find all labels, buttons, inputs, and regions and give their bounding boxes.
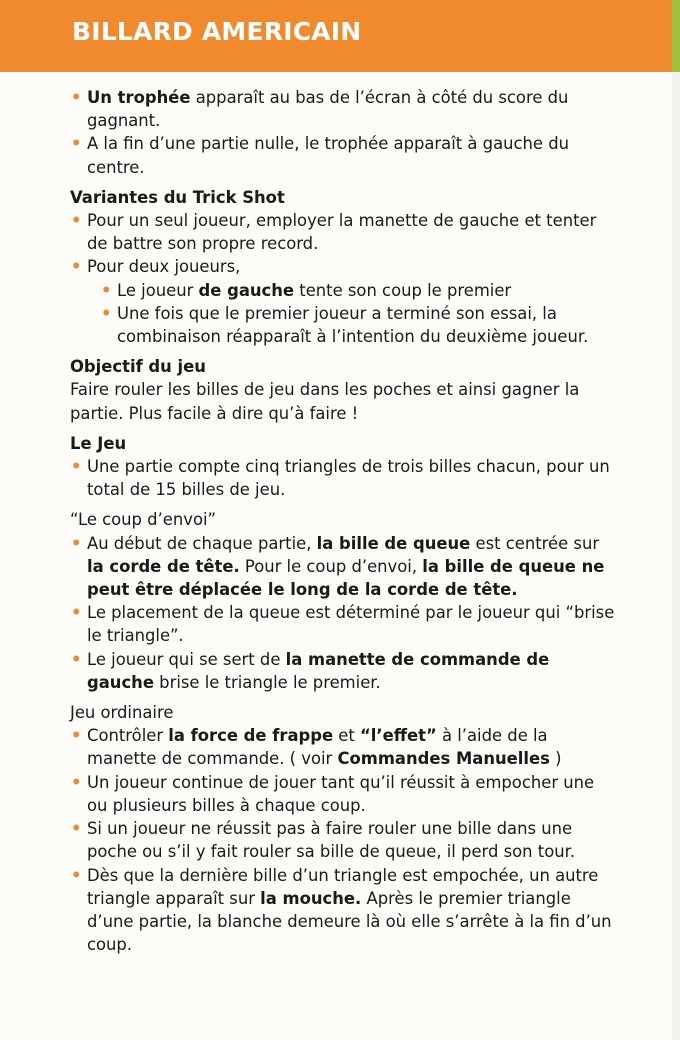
subsection-title-jeu-ordinaire: Jeu ordinaire: [70, 703, 174, 723]
list-item: • Le joueur qui se sert de la manette de commande de gauche brise le triangle le premier.: [70, 648, 615, 694]
section-title-objectif: Objectif du jeu: [70, 357, 206, 377]
sub-list-item: • Le joueur de gauche tente son coup le premier: [100, 279, 615, 302]
list-item: • Un trophée apparaît au bas de l’écran à côté du score du gagnant.: [70, 86, 615, 132]
list-item: • Une partie compte cinq triangles de trois billes chacun, pour un total de 15 billes de jeu.: [70, 455, 615, 501]
list-item: • Le placement de la queue est déterminé par le joueur qui “brise le triangle”.: [70, 601, 615, 647]
section-title-trick-shot: Variantes du Trick Shot: [70, 187, 285, 207]
manual-content: [70, 86, 615, 956]
page-header: [0, 0, 672, 72]
list-item: • Au début de chaque partie, la bille de queue est centrée sur la corde de tête. Pour le coup d’envoi, la bille de queue ne peut être déplacée le long de la corde de tête.: [70, 532, 615, 602]
section-title-le-jeu: Le Jeu: [70, 433, 127, 453]
page-edge-tab: [672, 0, 680, 72]
page-title: BILLARD AMERICAIN: [72, 17, 362, 46]
list-item: • Pour un seul joueur, employer la manette de gauche et tenter de battre son propre record.: [70, 209, 615, 255]
page-edge: [672, 0, 680, 1040]
list-item: • A la fin d’une partie nulle, le trophée apparaît à gauche du centre.: [70, 132, 615, 178]
list-item: • Dès que la dernière bille d’un triangle est empochée, un autre triangle apparaît sur la mouche. Après le premier triangle d’une partie, la blanche demeure là où elle s’arrête à la fin d’un coup.: [70, 864, 615, 957]
list-item: • Pour deux joueurs,: [70, 255, 615, 278]
subsection-title-coup-envoi: “Le coup d’envoi”: [70, 510, 217, 530]
list-item: • Si un joueur ne réussit pas à faire rouler une bille dans une poche ou s’il y fait rouler sa bille de queue, il perd son tour.: [70, 817, 615, 863]
list-item: • Un joueur continue de jouer tant qu’il réussit à empocher une ou plusieurs billes à chaque coup.: [70, 771, 615, 817]
sub-list-item: • Une fois que le premier joueur a terminé son essai, la combinaison réapparaît à l’intention du deuxième joueur.: [100, 302, 615, 348]
list-item: • Contrôler la force de frappe et “l’effet” à l’aide de la manette de commande. ( voir Commandes Manuelles ): [70, 724, 615, 770]
paragraph: Faire rouler les billes de jeu dans les poches et ainsi gagner la partie. Plus facile à dire qu’à faire !: [70, 380, 580, 423]
